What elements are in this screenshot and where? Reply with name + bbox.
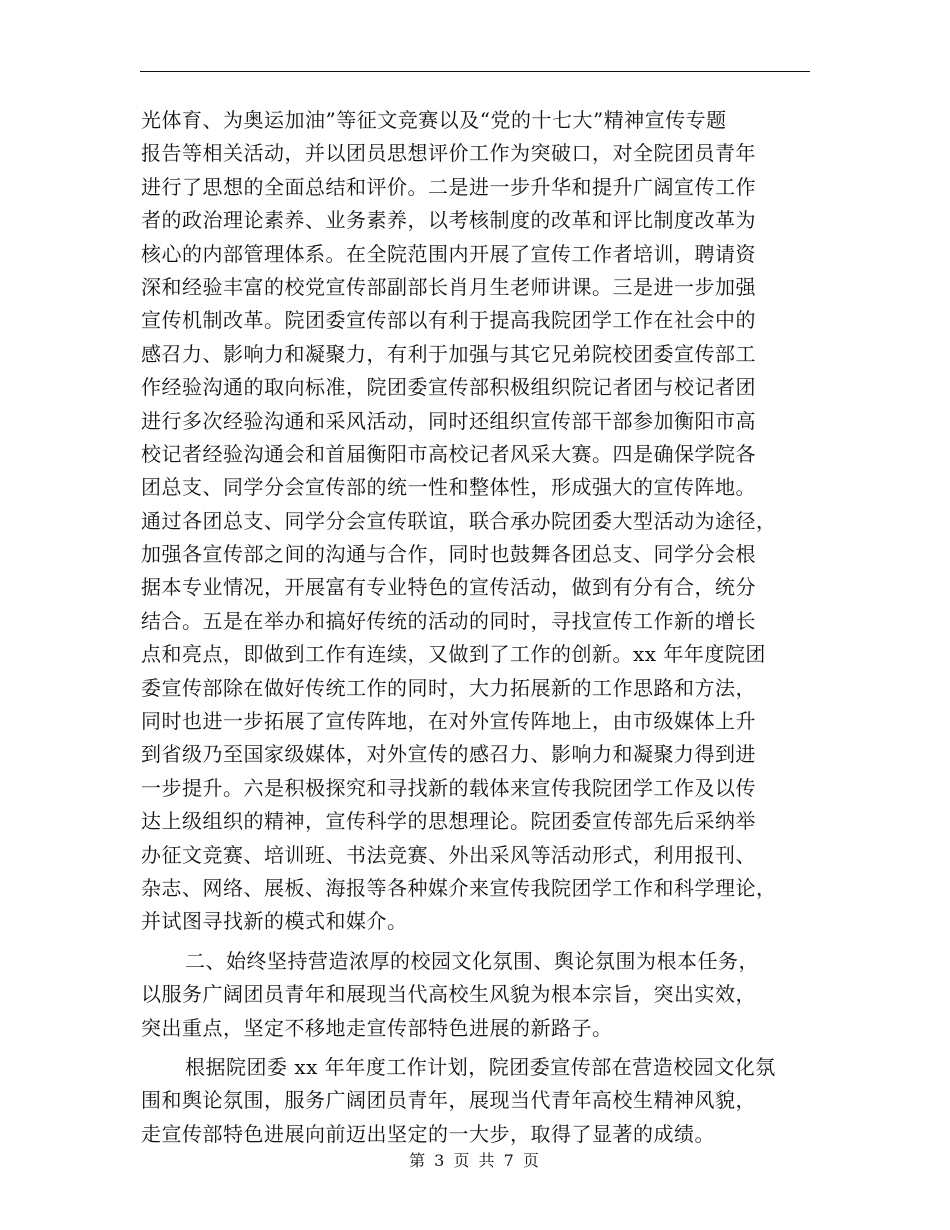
text-line: 达上级组织的精神，宣传科学的思想理论。院团委宣传部先后采纳举 (141, 809, 756, 834)
text-line: 进行了思想的全面总结和评价。二是进一步升华和提升广阔宣传工作 (141, 174, 756, 199)
text-line: 光体育、为奥运加油”等征文竞赛以及“党的十七大”精神宣传专题 (141, 108, 727, 132)
document-body (141, 104, 816, 1151)
text-line: 结合。五是在举办和搞好传统的活动的同时，寻找宣传工作新的增长 (141, 608, 756, 633)
text-line: 杂志、网络、展板、海报等各种媒介来宣传我院团学工作和科学理论， (141, 875, 777, 900)
text-line: 二、始终坚持营造浓厚的校园文化氛围、舆论氛围为根本任务， (185, 948, 759, 973)
paragraph-2 (141, 945, 816, 1045)
text-line: 突出重点，坚定不移地走宣传部特色进展的新路子。 (141, 1015, 613, 1040)
text-line: 感召力、影响力和凝聚力，有利于加强与其它兄弟院校团委宣传部工 (141, 341, 756, 366)
text-line: 团总支、同学分会宣传部的统一性和整体性，形成强大的宣传阵地。 (141, 475, 756, 500)
text-line: 校记者经验沟通会和首届衡阳市高校记者风采大赛。四是确保学院各 (141, 441, 756, 466)
paragraph-1 (141, 104, 816, 939)
text-line: 据本专业情况，开展富有专业特色的宣传活动，做到有分有合，统分 (141, 575, 756, 600)
text-line: 点和亮点，即做到工作有连续，又做到了工作的创新。xx 年年度院团 (141, 642, 766, 667)
text-line: 并试图寻找新的模式和媒介。 (141, 909, 408, 934)
text-line: 者的政治理论素养、业务素养，以考核制度的改革和评比制度改革为 (141, 208, 756, 233)
text-line: 根据院团委 xx 年年度工作计划，院团委宣传部在营造校园文化氛 (185, 1054, 776, 1079)
text-line: 围和舆论氛围，服务广阔团员青年，展现当代青年高校生精神风貌， (141, 1088, 756, 1113)
text-line: 通过各团总支、同学分会宣传联谊，联合承办院团委大型活动为途径， (141, 508, 777, 533)
header-rule (140, 71, 810, 72)
page-number-footer: 第 3 页 共 7 页 (409, 1151, 541, 1170)
text-line: 以服务广阔团员青年和展现当代高校生风貌为根本宗旨，突出实效， (141, 982, 756, 1007)
text-line: 到省级乃至国家级媒体，对外宣传的感召力、影响力和凝聚力得到进 (141, 742, 756, 767)
text-line: 加强各宣传部之间的沟通与合作，同时也鼓舞各团总支、同学分会根 (141, 542, 756, 567)
text-line: 核心的内部管理体系。在全院范围内开展了宣传工作者培训，聘请资 (141, 241, 756, 266)
text-line: 深和经验丰富的校党宣传部副部长肖月生老师讲课。三是进一步加强 (141, 274, 756, 299)
text-line: 走宣传部特色进展向前迈出坚定的一大步，取得了显著的成绩。 (141, 1121, 715, 1146)
text-line: 宣传机制改革。院团委宣传部以有利于提高我院团学工作在社会中的 (141, 308, 756, 333)
text-line: 进行多次经验沟通和采风活动，同时还组织宣传部干部参加衡阳市高 (141, 408, 756, 433)
paragraph-3 (141, 1051, 816, 1151)
text-line: 办征文竞赛、培训班、书法竞赛、外出采风等活动形式，利用报刊、 (141, 842, 756, 867)
text-line: 一步提升。六是积极探究和寻找新的载体来宣传我院团学工作及以传 (141, 775, 756, 800)
text-line: 同时也进一步拓展了宣传阵地，在对外宣传阵地上，由市级媒体上升 (141, 709, 756, 734)
text-line: 作经验沟通的取向标准，院团委宣传部积极组织院记者团与校记者团 (141, 375, 756, 400)
text-line: 委宣传部除在做好传统工作的同时，大力拓展新的工作思路和方法， (141, 675, 756, 700)
text-line: 报告等相关活动，并以团员思想评价工作为突破口，对全院团员青年 (141, 141, 756, 166)
